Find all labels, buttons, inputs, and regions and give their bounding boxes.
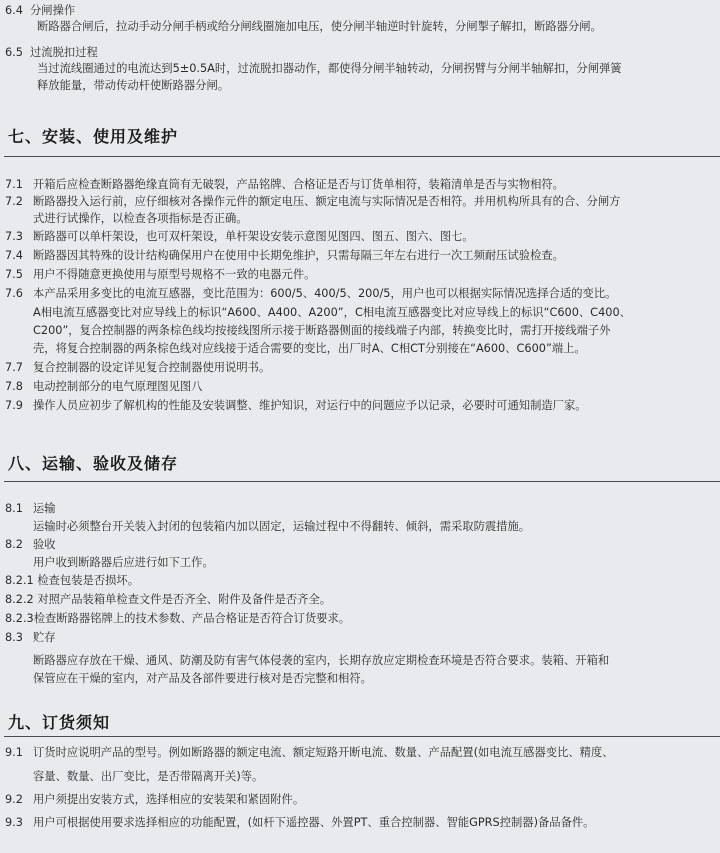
clause-number: 7.1 <box>5 178 23 191</box>
clause-number: 9.2 <box>5 793 23 806</box>
paragraph-text: 8.2.1 检查包装是否损坏。 <box>5 574 140 587</box>
clause-number: 7.5 <box>5 268 23 281</box>
paragraph-text: 断路器应存放在干燥、通风、防潮及防有害气体侵袭的室内，长期存放应定期检查环境是否符合要求。装箱、开箱和 <box>33 654 610 667</box>
clause-number: 7.9 <box>5 399 23 412</box>
section-divider <box>4 481 720 482</box>
paragraph-text: 用户不得随意更换使用与原型号规格不一致的电器元件。 <box>33 268 316 281</box>
paragraph-text: 断路器投入运行前，应仔细核对各操作元件的额定电压、额定电流与实际情况是否相符。并用机构所具有的合、分闸方 <box>33 195 621 208</box>
paragraph-text: 用户须提出安装方式，选择相应的安装架和紧固附件。 <box>33 793 305 806</box>
clause-title: 贮存 <box>33 631 56 644</box>
paragraph-text: 电动控制部分的电气原理图见图八 <box>33 380 203 393</box>
clause-title: 运输 <box>33 502 56 515</box>
paragraph-text: 操作人员应初步了解机构的性能及安装调整、维护知识，对运行中的问题应予以记录，必要时可通知制造厂家。 <box>33 399 587 412</box>
clause-number: 8.3 <box>5 631 23 644</box>
section-heading-8: 八、运输、验收及储存 <box>8 454 179 473</box>
paragraph-text: C200”，复合控制器的两条棕色线均按接线图所示接于断路器侧面的接线端子内部，转换变比时，需打开接线端子外 <box>33 324 611 337</box>
section-heading-7: 七、安装、使用及维护 <box>8 127 179 146</box>
paragraph-text: 式进行试操作，以检查各项指标是否正确。 <box>33 212 248 225</box>
paragraph-text: 运输时必须整台开关装入封闭的包装箱内加以固定，运输过程中不得翻转、倾斜，需采取防震措施。 <box>33 520 531 533</box>
clause-number: 7.8 <box>5 380 23 393</box>
section-heading-9: 九、订货须知 <box>8 713 111 732</box>
paragraph-text: 用户可根据使用要求选择相应的功能配置，(如杆下遥控器、外置PT、重合控制器、智能GPRS控制器)备品备件。 <box>33 816 595 829</box>
paragraph-text: 订货时应说明产品的型号。例如断路器的额定电流、额定短路开断电流、数量、产品配置(如电流互感器变比、精度、 <box>33 746 614 759</box>
paragraph-text: 容量、数量、出厂变比，是否带隔离开关)等。 <box>33 770 264 783</box>
clause-title: 验收 <box>33 538 56 551</box>
section-divider <box>4 156 720 157</box>
clause-number: 7.4 <box>5 249 23 262</box>
paragraph-text: 用户收到断路器后应进行如下工作。 <box>33 556 214 569</box>
clause-number: 8.1 <box>5 502 23 515</box>
paragraph-text: 保管应在干燥的室内，对产品及各部件要进行核对是否完整和相符。 <box>33 672 372 685</box>
paragraph-text: 8.2.2 对照产品装箱单检查文件是否齐全、附件及备件是否齐全。 <box>5 593 332 606</box>
clause-number: 8.2 <box>5 538 23 551</box>
paragraph-text: 壳，将复合控制器的两条棕色线对应线接于适合需要的变比，出厂时A、C相CT分别接在“A600、C600”端上。 <box>33 342 586 355</box>
clause-number: 9.1 <box>5 746 23 759</box>
clause-title: 过流脱扣过程 <box>30 46 98 59</box>
clause-number: 9.3 <box>5 816 23 829</box>
clause-number: 7.7 <box>5 361 23 374</box>
paragraph-text: 开箱后应检查断路器绝缘直筒有无破裂，产品铭牌、合格证是否与订货单相符，装箱清单是否与实物相符。 <box>33 178 564 191</box>
paragraph-text: 释放能量，带动传动杆使断路器分闸。 <box>37 79 230 92</box>
paragraph-text: A相电流互感器变比对应导线上的标识“A600、A400、A200”，C相电流互感器变比对应导线上的标识“C600、C400、 <box>33 306 631 319</box>
clause-number: 6.5 <box>5 46 23 59</box>
paragraph-text: 复合控制器的设定详见复合控制器使用说明书。 <box>33 361 271 374</box>
paragraph-text: 断路器可以单杆架设，也可双杆架设，单杆架设安装示意图见图四、图五、图六、图七。 <box>33 230 474 243</box>
paragraph-text: 断路器因其特殊的设计结构确保用户在使用中长期免维护，只需每隔三年左右进行一次工频耐压试验检查。 <box>33 249 564 262</box>
clause-number: 6.4 <box>5 4 23 17</box>
paragraph-text: 当过流线圈通过的电流达到5±0.5A时，过流脱扣器动作，都使得分闸半轴转动，分闸拐臂与分闸半轴解扣，分闸弹簧 <box>37 62 622 75</box>
clause-number: 7.6 <box>5 287 23 300</box>
clause-number: 7.3 <box>5 230 23 243</box>
section-divider <box>4 736 720 737</box>
paragraph-text: 断路器合闸后，拉动手动分闸手柄或给分闸线圈施加电压，使分闸半轴逆时针旋转，分闸掣子解扣，断路器分闸。 <box>37 20 602 33</box>
clause-title: 分闸操作 <box>30 4 76 17</box>
paragraph-text: 8.2.3检查断路器铭牌上的技术参数、产品合格证是否符合订货要求。 <box>5 612 351 625</box>
clause-number: 7.2 <box>5 195 23 208</box>
paragraph-text: 本产品采用多变比的电流互感器，变比范围为：600/5、400/5、200/5，用户也可以根据实际情况选择合适的变比。 <box>33 287 617 300</box>
